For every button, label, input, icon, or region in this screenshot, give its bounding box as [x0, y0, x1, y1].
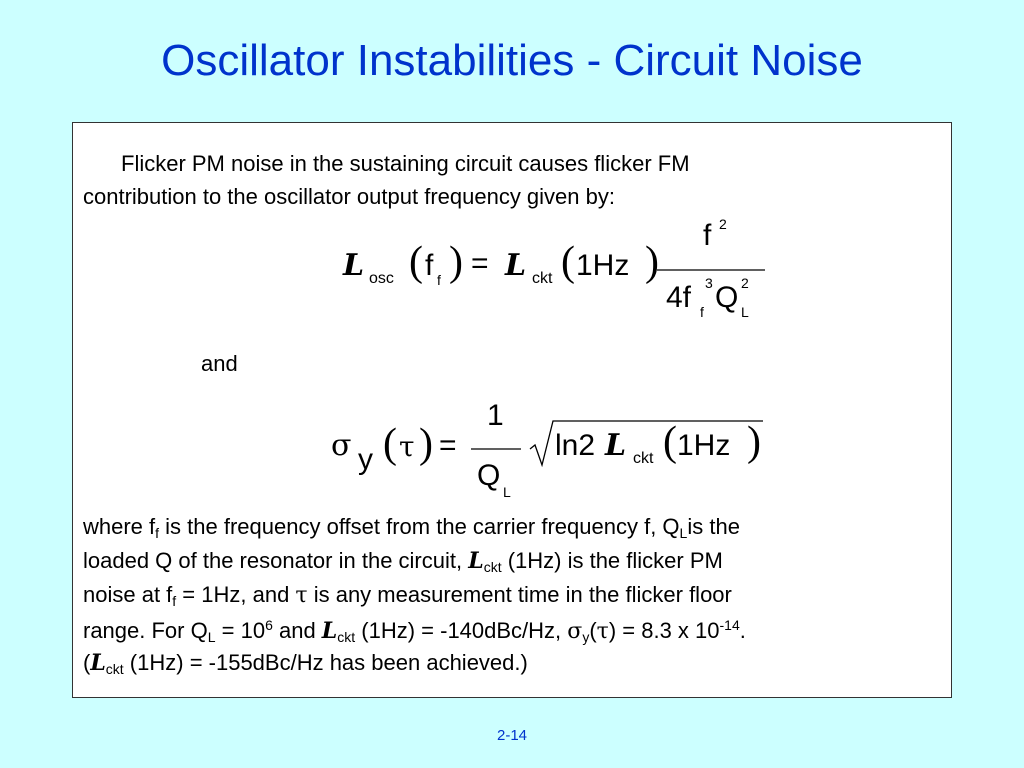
eq1-one-hz: 1Hz	[576, 249, 630, 282]
eq1-equals: =	[471, 247, 489, 280]
eq1-script-l-2: L	[505, 248, 527, 283]
eq1-denominator-4f: 4f	[666, 281, 692, 314]
eq2-denominator-sub-l: L	[503, 484, 511, 500]
eq2-y: y	[358, 443, 373, 476]
eq2-lparen-2: (	[663, 419, 677, 465]
eq1-ckt-sub: ckt	[532, 270, 553, 287]
eq2-numerator-1: 1	[487, 399, 504, 432]
eq1-lparen: (	[409, 239, 423, 285]
intro-line-2: contribution to the oscillator output frequency given by:	[83, 184, 615, 209]
eq2-ckt-sub: ckt	[633, 450, 654, 467]
eq2-rparen-2: )	[747, 419, 761, 465]
eq2-rparen: )	[419, 421, 433, 467]
eq1-fraction-bar	[657, 268, 767, 272]
eq2-lparen: (	[383, 421, 397, 467]
body-line-3: noise at $f_f = 1Hz$, and τ is any measurement time in the flicker floor	[83, 582, 732, 609]
eq1-denominator-exp2: 2	[741, 275, 749, 291]
eq2-equals: =	[439, 429, 457, 462]
eq1-numerator-exp: 2	[719, 216, 727, 232]
eq1-osc-sub: osc	[369, 270, 394, 287]
eq2-ln2: ln2	[555, 429, 596, 462]
eq1-rparen-2: )	[645, 239, 659, 285]
eq1-denominator-sub-l: L	[741, 304, 749, 320]
eq2-tau: τ	[399, 430, 415, 463]
eq2-one-hz: 1Hz	[677, 429, 731, 462]
eq1-denominator-q: Q	[715, 281, 739, 314]
body-line-1: where $f_f$ is the frequency offset from the carrier frequency f, $Q_Lis$ the	[83, 514, 740, 541]
intro-line-1: Flicker PM noise in the sustaining circuit causes flicker FM	[121, 151, 690, 176]
body-line-4: range. For $Q_L = 10^6$ and $L_{ckt}$ (1Hz) = -140dBc/Hz, $\sigma_y(\tau) = 8.3$ x $10^{-14}$.	[83, 617, 746, 645]
eq2-script-l: L	[605, 428, 627, 463]
eq2-fraction-bar	[471, 447, 523, 451]
and-text: and	[201, 351, 238, 376]
eq2-sigma: σ	[331, 428, 352, 463]
eq1-script-l: L	[343, 248, 365, 283]
slide-title: Oscillator Instabilities - Circuit Noise	[161, 36, 863, 85]
page-number: 2-14	[496, 727, 528, 744]
eq1-rparen: )	[449, 239, 463, 285]
eq1-f-sub: f	[437, 272, 441, 288]
body-line-5: ($L_{ckt}$ (1Hz) = -155dBc/Hz has been achieved.)	[83, 650, 528, 677]
eq2-denominator-q: Q	[477, 459, 501, 492]
content-box	[72, 122, 952, 698]
body-line-2: loaded Q of the resonator in the circuit, $L_{ckt}$ (1Hz) is the flicker PM	[83, 548, 723, 575]
eq1-numerator-f: f	[703, 219, 712, 252]
eq1-lparen-2: (	[561, 239, 575, 285]
eq1-denominator-sub-f: f	[700, 304, 704, 320]
eq1-f: f	[425, 249, 434, 282]
eq1-denominator-exp3: 3	[705, 275, 713, 291]
